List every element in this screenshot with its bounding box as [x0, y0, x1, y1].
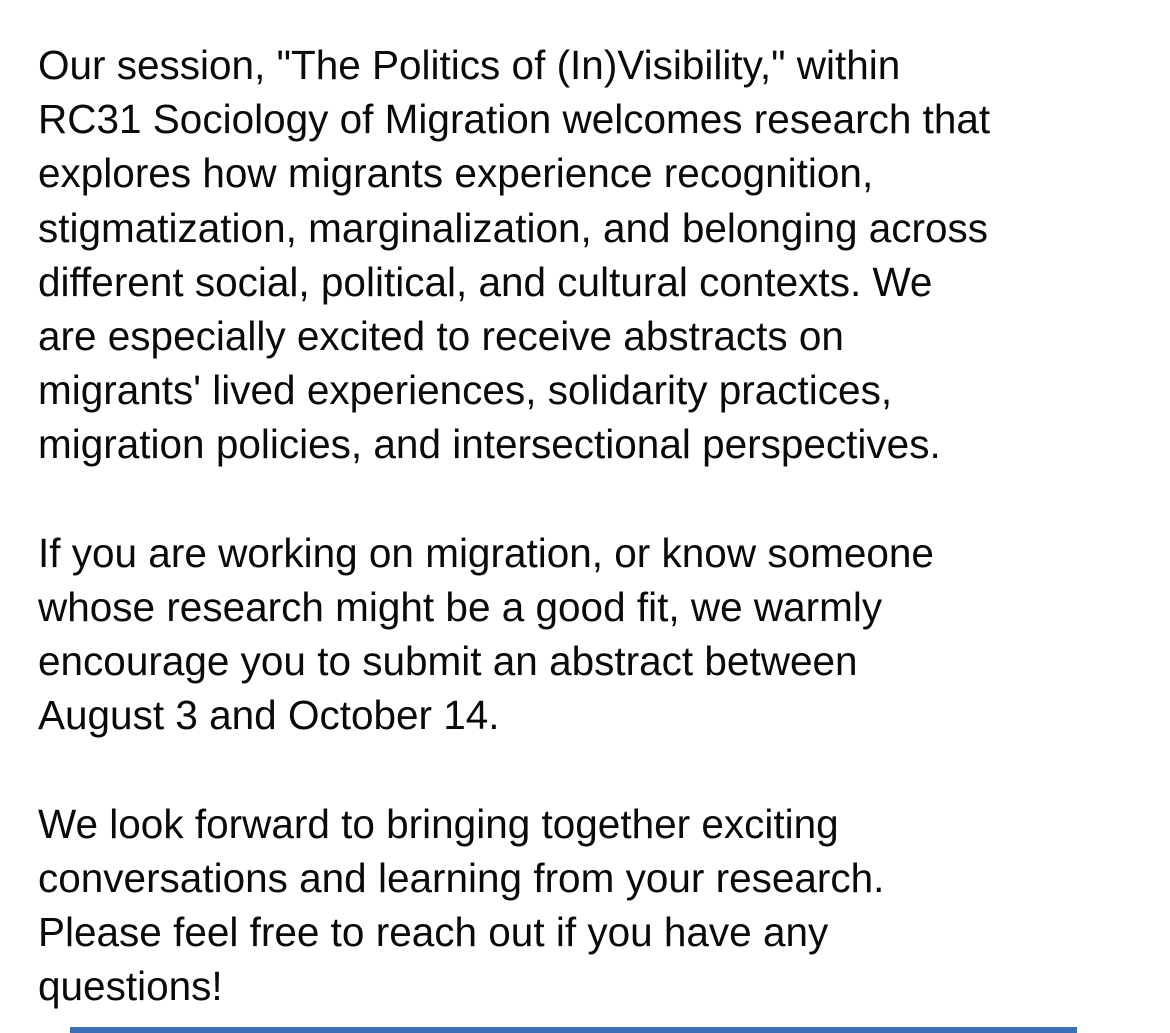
text-line: conversations and learning from your research.	[38, 854, 885, 901]
post-text	[38, 38, 1148, 1013]
text-line: Our session, "The Politics of (In)Visibility," within	[38, 42, 901, 88]
text-line: explores how migrants experience recognition,	[38, 150, 874, 197]
paragraph-spacer	[38, 472, 1148, 526]
text-line: migrants' lived experiences, solidarity practices,	[38, 367, 893, 414]
text-line: August 3 and October 14.	[38, 692, 500, 739]
text-line: questions!	[38, 963, 223, 1010]
text-line: We look forward to bringing together exciting	[38, 800, 839, 847]
paragraph-intro	[38, 38, 1148, 472]
text-line: Please feel free to reach out if you have any	[38, 909, 829, 955]
paragraph-spacer	[38, 742, 1148, 796]
text-line: migration policies, and intersectional perspectives.	[38, 421, 941, 468]
text-line: encourage you to submit an abstract between	[38, 638, 858, 685]
paragraph-closing	[38, 797, 1148, 1014]
text-line: RC31 Sociology of Migration welcomes research that	[38, 96, 991, 143]
paragraph-call-to-submit	[38, 526, 1148, 743]
text-line: If you are working on migration, or know someone	[38, 529, 934, 576]
bottom-accent-bar	[70, 1027, 1077, 1033]
text-line: are especially excited to receive abstracts on	[38, 312, 844, 359]
text-line: different social, political, and cultural contexts. We	[38, 258, 933, 305]
text-line: whose research might be a good fit, we warmly	[38, 583, 883, 630]
text-line: stigmatization, marginalization, and belonging across	[38, 204, 989, 251]
